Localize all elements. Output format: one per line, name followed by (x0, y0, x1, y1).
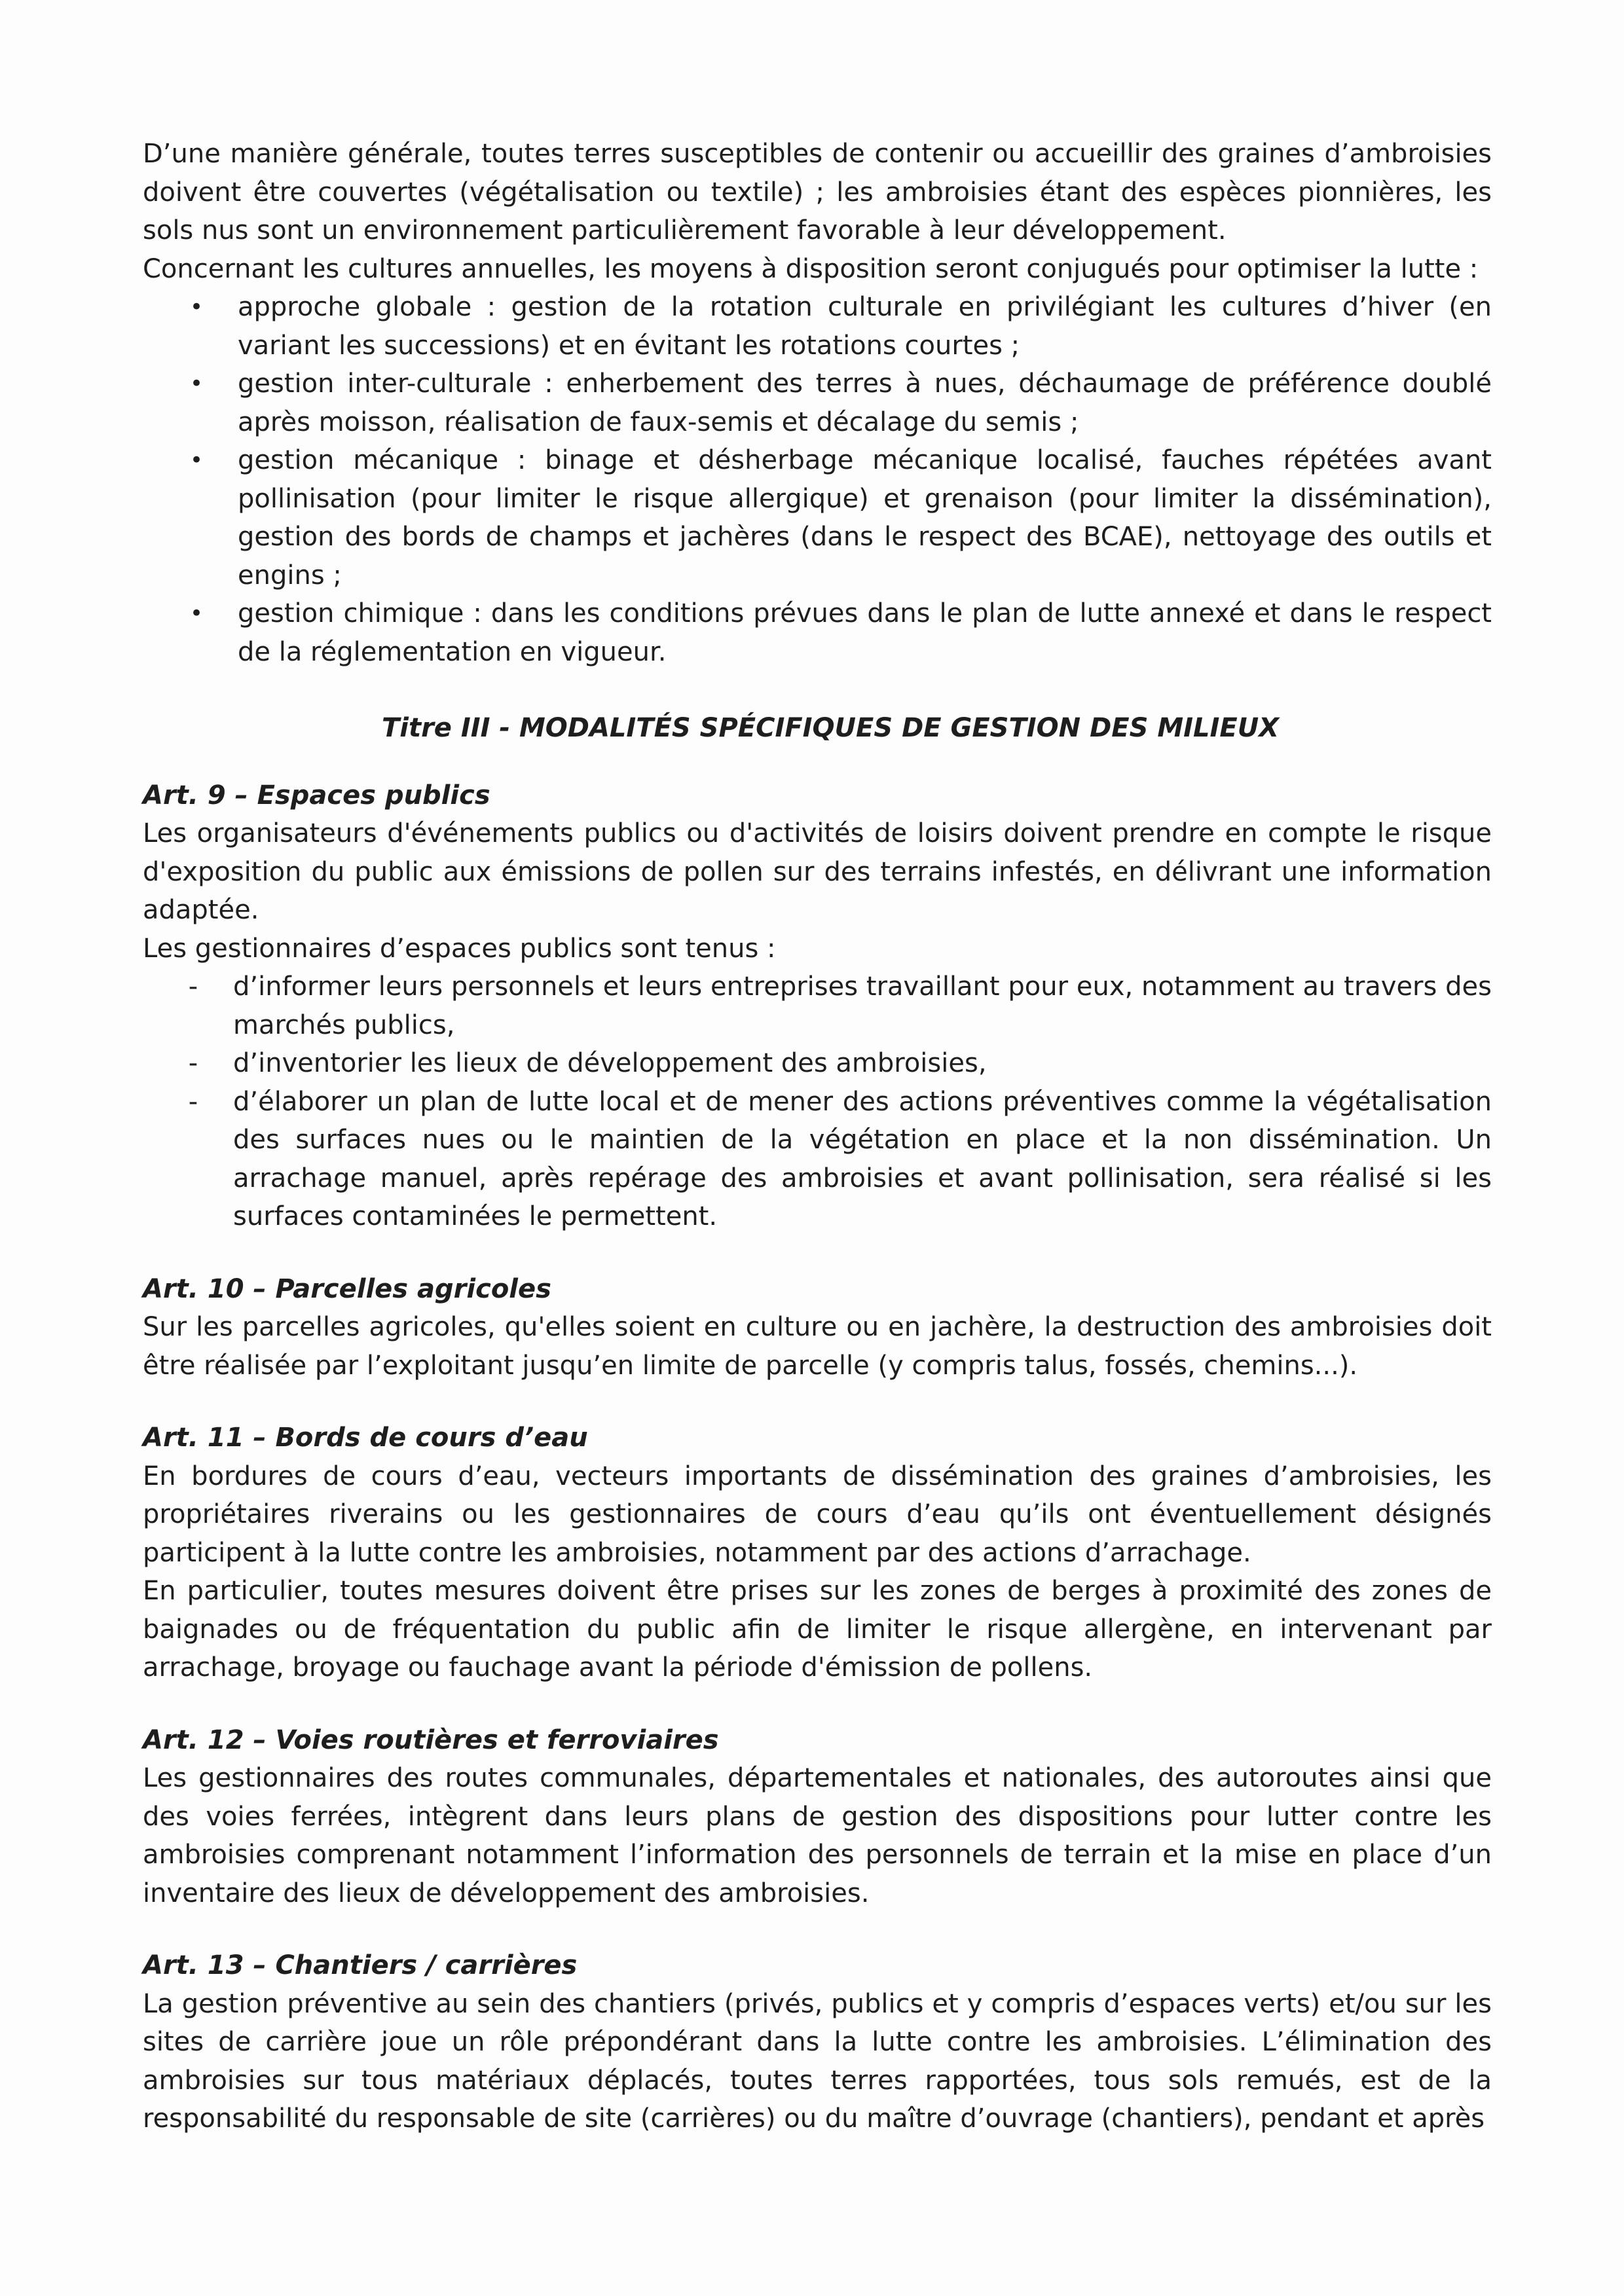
article-9-dash-list (143, 968, 1492, 1236)
article-11-heading: Art. 11 – Bords de cours d’eau (143, 1423, 588, 1453)
article-13 (143, 1946, 1492, 2138)
bullet-icon: • (189, 447, 204, 473)
article-9-paragraph-2: Les gestionnaires d’espaces publics sont tenus : (143, 933, 776, 964)
article-11-paragraph-2: En particulier, toutes mesures doivent être prises sur les zones de berges à proximité des zones de baignades ou de fréquentation du public afin de limiter le risque allergène, en intervenant par arrachage, broyage ou fauchage avant la période d'émission de pollens. (143, 1576, 1492, 1683)
list-item-text: approche globale : gestion de la rotation culturale en privilégiant les cultures d’hiver (en variant les successions) et en évitant les rotations courtes ; (238, 292, 1492, 361)
list-item-text: d’informer leurs personnels et leurs entreprises travaillant pour eux, notamment au travers des marchés publics, (233, 972, 1492, 1040)
list-item (143, 1083, 1492, 1236)
dash-icon: - (188, 972, 198, 1002)
list-item-text: gestion inter-culturale : enherbement des terres à nues, déchaumage de préférence doublé après moisson, réalisation de faux-semis et décalage du semis ; (238, 369, 1492, 437)
dash-icon: - (188, 1048, 198, 1078)
article-13-paragraph-1: La gestion préventive au sein des chantiers (privés, publics et y compris d’espaces verts) et/ou sur les sites de carrière joue un rôle prépondérant dans la lutte contre les ambroisies. L’élimination des ambroisies sur tous matériaux déplacés, toutes terres rapportées, tous sols remués, est de la responsabilité du responsable de site (carrières) ou du maître d’ouvrage (chantiers), pendant et après (143, 1988, 1492, 2134)
article-9 (143, 776, 1492, 1236)
article-11 (143, 1419, 1492, 1687)
list-item-text: d’inventorier les lieux de développement des ambroisies, (233, 1048, 987, 1078)
intro-paragraph-2: Concernant les cultures annuelles, les moyens à disposition seront conjugués pour optimiser la lutte : (143, 253, 1479, 284)
bullet-icon: • (189, 371, 204, 397)
intro-bullet-list (143, 288, 1492, 671)
article-9-heading: Art. 9 – Espaces publics (143, 780, 490, 811)
article-13-heading: Art. 13 – Chantiers / carrières (143, 1950, 578, 1980)
intro-section (143, 135, 1492, 671)
article-12-heading: Art. 12 – Voies routières et ferroviaires (143, 1724, 719, 1755)
document-body (143, 135, 1492, 2138)
list-item-text: gestion chimique : dans les conditions prévues dans le plan de lutte annexé et dans le respect de la réglementation en vigueur. (238, 598, 1492, 667)
bullet-icon: • (189, 600, 204, 627)
list-item-text: gestion mécanique : binage et désherbage mécanique localisé, fauches répétées avant pollinisation (pour limiter le risque allergique) et grenaison (pour limiter la dissémination), gestion des bords de champs et jachères (dans le respect des BCAE), nettoyage des outils et engins ; (238, 445, 1492, 591)
list-item (143, 594, 1492, 671)
section-title: Titre III - MODALITÉS SPÉCIFIQUES DE GESTION DES MILIEUX (381, 713, 1280, 743)
article-12-paragraph-1: Les gestionnaires des routes communales, départementales et nationales, des autoroutes ainsi que des voies ferrées, intègrent dans leurs plans de gestion des dispositions pour lutter contre les ambroisies comprenant notamment l’information des personnels de terrain et la mise en place d’un inventaire des lieux de développement des ambroisies. (143, 1763, 1492, 1908)
list-item (143, 1044, 1492, 1083)
article-10 (143, 1270, 1492, 1385)
article-9-paragraph-1: Les organisateurs d'événements publics ou d'activités de loisirs doivent prendre en compte le risque d'exposition du public aux émissions de pollen sur des terrains infestés, en délivrant une information adaptée. (143, 818, 1492, 925)
article-12 (143, 1721, 1492, 1913)
list-item (143, 288, 1492, 365)
article-11-paragraph-1: En bordures de cours d’eau, vecteurs importants de dissémination des graines d’ambroisies, les propriétaires riverains ou les gestionnaires de cours d’eau qu’ils ont éventuellement désignés participent à la lutte contre les ambroisies, notamment par des actions d’arrachage. (143, 1461, 1492, 1568)
article-10-heading: Art. 10 – Parcelles agricoles (143, 1273, 551, 1304)
list-item-text: d’élaborer un plan de lutte local et de mener des actions préventives comme la végétalisation des surfaces nues ou le maintien de la végétation en place et la non dissémination. Un arrachage manuel, après repérage des ambroisies et avant pollinisation, sera réalisé si les surfaces contaminées le permettent. (233, 1086, 1492, 1231)
list-item (143, 968, 1492, 1044)
article-10-paragraph-1: Sur les parcelles agricoles, qu'elles soient en culture ou en jachère, la destruction des ambroisies doit être réalisée par l’exploitant jusqu’en limite de parcelle (y compris talus, fossés, chemins...). (143, 1312, 1492, 1381)
list-item (143, 441, 1492, 594)
list-item (143, 365, 1492, 441)
bullet-icon: • (189, 294, 204, 320)
intro-paragraph-1: D’une manière générale, toutes terres susceptibles de contenir ou accueillir des graines d’ambroisies doivent être couvertes (végétalisation ou textile) ; les ambroisies étant des espèces pionnières, les sols nus sont un environnement particulièrement favorable à leur développement. (143, 139, 1492, 246)
dash-icon: - (188, 1086, 198, 1117)
